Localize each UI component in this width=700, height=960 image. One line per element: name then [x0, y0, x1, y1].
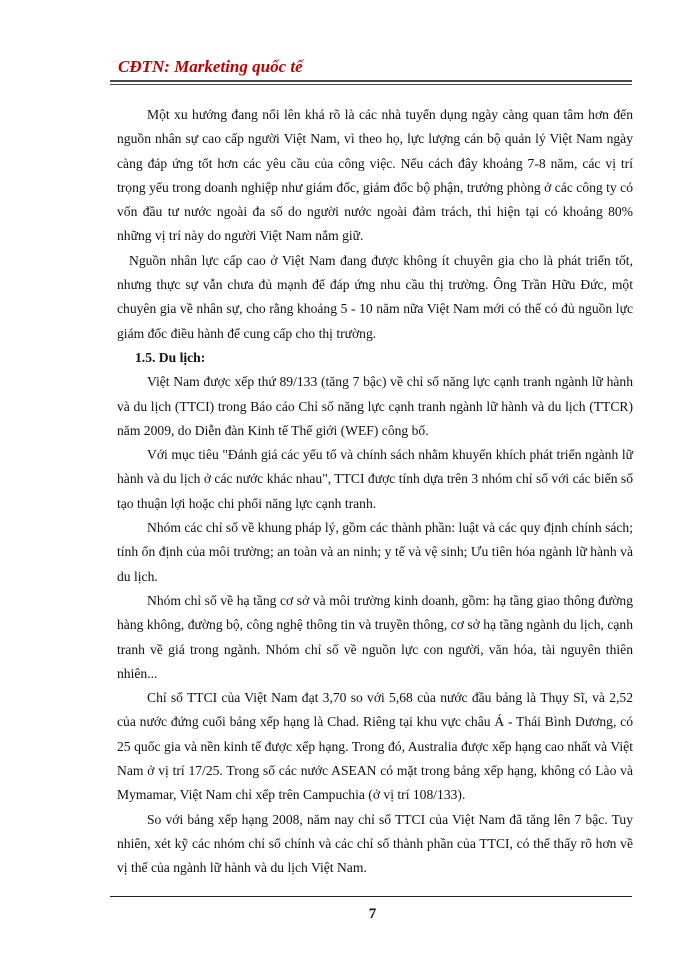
page-number: 7 — [368, 906, 377, 922]
footer-rule — [110, 896, 632, 897]
section-heading-tourism: 1.5. Du lịch: — [135, 349, 206, 365]
paragraph-high-level-workforce: Nguồn nhân lực cấp cao ở Việt Nam đang được không ít chuyên gia cho là phát triển tốt, nhưng thực sự vẫn chưa đủ mạnh để đáp ứng nhu cầu thị trường. Ông Trần Hữu Đức, một chuyên gia về nhân sự, cho rằng khoảng 5 - 10 năm nữa Việt Nam mới có thể có đủ nguồn lực giám đốc điều hành để cung cấp cho thị trường. — [117, 252, 633, 341]
document-header-title: CĐTN: Marketing quốc tế — [118, 57, 303, 76]
paragraph-hiring-trend: Một xu hướng đang nổi lên khá rõ là các nhà tuyển dụng ngày càng quan tâm hơn đến nguồn nhân sự cao cấp người Việt Nam, vì theo họ, lực lượng cán bộ quản lý Việt Nam ngày càng đáp ứng tốt hơn các yêu cầu của công việc. Nếu cách đây khoảng 7-8 năm, các vị trí trọng yếu trong doanh nghiệp như giám đốc, giám đốc bộ phận, trưởng phòng ở các công ty có vốn đầu tư nước ngoài đa số do người nước ngoài đảm trách, thì hiện tại có khoảng 80% những vị trí này do người Việt Nam nắm giữ. — [117, 107, 633, 244]
paragraph-legal-framework: Nhóm các chỉ số về khung pháp lý, gồm các thành phần: luật và các quy định chính sách; tính ổn định của môi trường; an toàn và an ninh; y tế và vệ sinh; Ưu tiên hóa ngành lữ hành và du lịch. — [117, 520, 633, 584]
paragraph-ttci-rank: Việt Nam được xếp thứ 89/133 (tăng 7 bậc) về chỉ số năng lực cạnh tranh ngành lữ hành và du lịch (TTCI) trong Báo cáo Chỉ số năng lực cạnh tranh ngành lữ hành và du lịch (TTCR) năm 2009, do Diễn đàn Kinh tế Thế giới (WEF) công bố. — [117, 374, 633, 438]
paragraph-ranking-2008: So với bảng xếp hạng 2008, năm nay chỉ số TTCI của Việt Nam đã tăng lên 7 bậc. Tuy nhiên, xét kỹ các nhóm chỉ số chính và các chỉ số thành phần của TTCI, có thể thấy rõ hơn về vị thế của ngành lữ hành và du lịch Việt Nam. — [117, 811, 633, 876]
page-body — [117, 103, 633, 881]
paragraph-ttci-score: Chỉ số TTCI của Việt Nam đạt 3,70 so với 5,68 của nước đầu bảng là Thụy Sĩ, và 2,52 của nước đứng cuối bảng xếp hạng là Chad. Riêng tại khu vực châu Á - Thái Bình Dương, có 25 quốc gia và nền kinh tế được xếp hạng. Trong đó, Australia được xếp hạng cao nhất và Việt Nam ở vị trí 17/25. Trong số các nước ASEAN có mặt trong bảng xếp hạng, không có Lào và Mymamar, Việt Nam chỉ xếp trên Campuchia (ở vị trí 108/133). — [117, 690, 633, 803]
paragraph-infrastructure: Nhóm chỉ số về hạ tầng cơ sở và môi trường kinh doanh, gồm: hạ tầng giao thông đường hàng không, đường bộ, công nghệ thông tin và truyền thông, cơ sở hạ tầng ngành du lịch, cạnh tranh về giá trong ngành. Nhóm chỉ số về nguồn lực con người, văn hóa, tài nguyên thiên nhiên... — [117, 592, 633, 681]
paragraph-ttci-goal: Với mục tiêu "Đánh giá các yếu tố và chính sách nhằm khuyến khích phát triển ngành lữ hành và du lịch ở các nước khác nhau", TTCI được tính dựa trên 3 nhóm chỉ số với các biến số tạo thuận lợi hoặc chi phối năng lực cạnh tranh. — [117, 447, 633, 511]
header-rule — [110, 80, 632, 85]
